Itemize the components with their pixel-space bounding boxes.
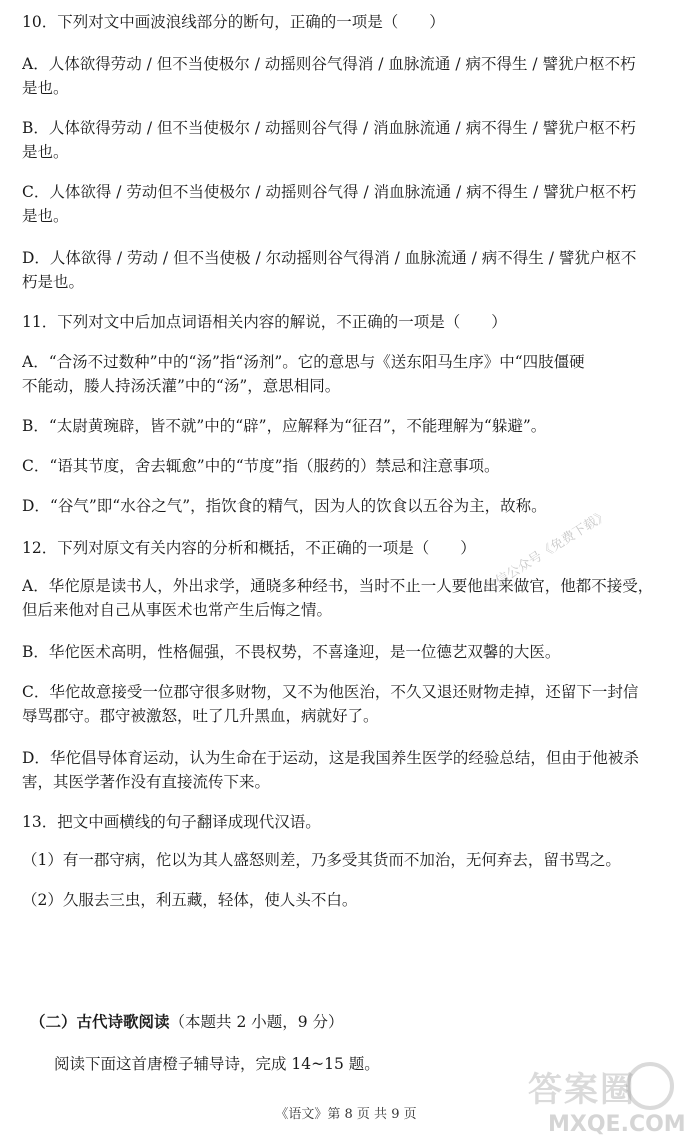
q10-option-d: D．人体欲得 / 劳动 / 但不当使极 / 尔动摇则谷气得消 / 血脉流通 / 病不得生 / 譬犹户枢不 — [22, 249, 637, 267]
q10-option-b-cont: 是也。 — [22, 143, 69, 161]
q11-option-c: C．“语其节度，舍去辄愈”中的“节度”指（服药的）禁忌和注意事项。 — [22, 457, 500, 475]
q10-option-c-cont: 是也。 — [22, 207, 69, 225]
q11-option-d: D．“谷气”即“水谷之气”，指饮食的精气，因为人的饮食以五谷为主，故称。 — [22, 497, 547, 515]
q12-option-d: D．华佗倡导体育运动，认为生命在于运动，这是我国养生医学的经验总结，但由于他被杀 — [22, 749, 639, 767]
q10-option-b: B．人体欲得劳动 / 但不当使极尔 / 动摇则谷气得 / 消血脉流通 / 病不得生 / 譬犹户枢不朽 — [22, 119, 636, 137]
q12-option-a: A．华佗原是读书人，外出求学，通晓多种经书，当时不止一人要他出来做官，他都不接受， — [22, 577, 654, 595]
q13-item-2: （2）久服去三虫，利五藏，轻体，使人头不白。 — [22, 891, 358, 909]
section-heading — [30, 1010, 682, 1034]
q12-option-d-cont: 害，其医学著作没有直接流传下来。 — [22, 773, 271, 791]
watermark-domain: MXQE.COM — [548, 1112, 686, 1137]
q10-option-a: A．人体欲得劳动 / 但不当使极尔 / 动摇则谷气得消 / 血脉流通 / 病不得生 / 譬犹户枢不朽 — [22, 55, 636, 73]
q11-option-b: B．“太尉黄琬辟，皆不就”中的“辟”，应解释为“征召”，不能理解为“躲避”。 — [22, 417, 547, 435]
q10-option-c: C．人体欲得 / 劳动但不当使极尔 / 动摇则谷气得 / 消血脉流通 / 病不得生 / 譬犹户枢不朽 — [22, 183, 637, 201]
q11-stem: 11．下列对文中后加点词语相关内容的解说，不正确的一项是（ ） — [22, 313, 507, 331]
q12-stem: 12．下列对原文有关内容的分析和概括，不正确的一项是（ ） — [22, 539, 476, 557]
q12-option-c-cont: 辱骂郡守。郡守被激怒，吐了几升黑血，病就好了。 — [22, 707, 379, 725]
q11-option-a-cont: 不能动，媵人持汤沃灌”中的“汤”，意思相同。 — [22, 377, 341, 395]
section-title: （二）古代诗歌阅读 — [30, 1012, 170, 1031]
watermark-logo-text: 答案圈 — [528, 1070, 636, 1110]
q13-stem: 13．把文中画横线的句子翻译成现代汉语。 — [22, 813, 321, 831]
q12-option-c: C．华佗故意接受一位郡守很多财物，又不为他医治，不久又退还财物走掉，还留下一封信 — [22, 683, 639, 701]
q12-option-a-cont: 但后来他对自己从事医术也常产生后悔之情。 — [22, 601, 333, 619]
section-instruction: 阅读下面这首唐橙子辅导诗，完成 14~15 题。 — [54, 1055, 380, 1073]
section-subtitle: （本题共 2 小题，9 分） — [169, 1013, 344, 1031]
q12-option-b: B．华佗医术高明，性格倔强，不畏权势，不喜逢迎，是一位德艺双馨的大医。 — [22, 643, 561, 661]
q10-option-d-cont: 朽是也。 — [22, 273, 85, 291]
diagonal-watermark: 微信公众号《免费下载》 — [482, 507, 612, 597]
q10-option-a-cont: 是也。 — [22, 79, 69, 97]
q13-item-1: （1）有一郡守病，佗以为其人盛怒则差，乃多受其货而不加治，无何弃去，留书骂之。 — [22, 851, 621, 869]
page-footer: 《语文》第 8 页 共 9 页 — [275, 1107, 417, 1122]
q10-stem: 10．下列对文中画波浪线部分的断句，正确的一项是（ ） — [22, 13, 445, 31]
q11-option-a: A．“合汤不过数种”中的“汤”指“汤剂”。它的意思与《送东阳马生序》中“四肢僵硬 — [22, 353, 585, 371]
